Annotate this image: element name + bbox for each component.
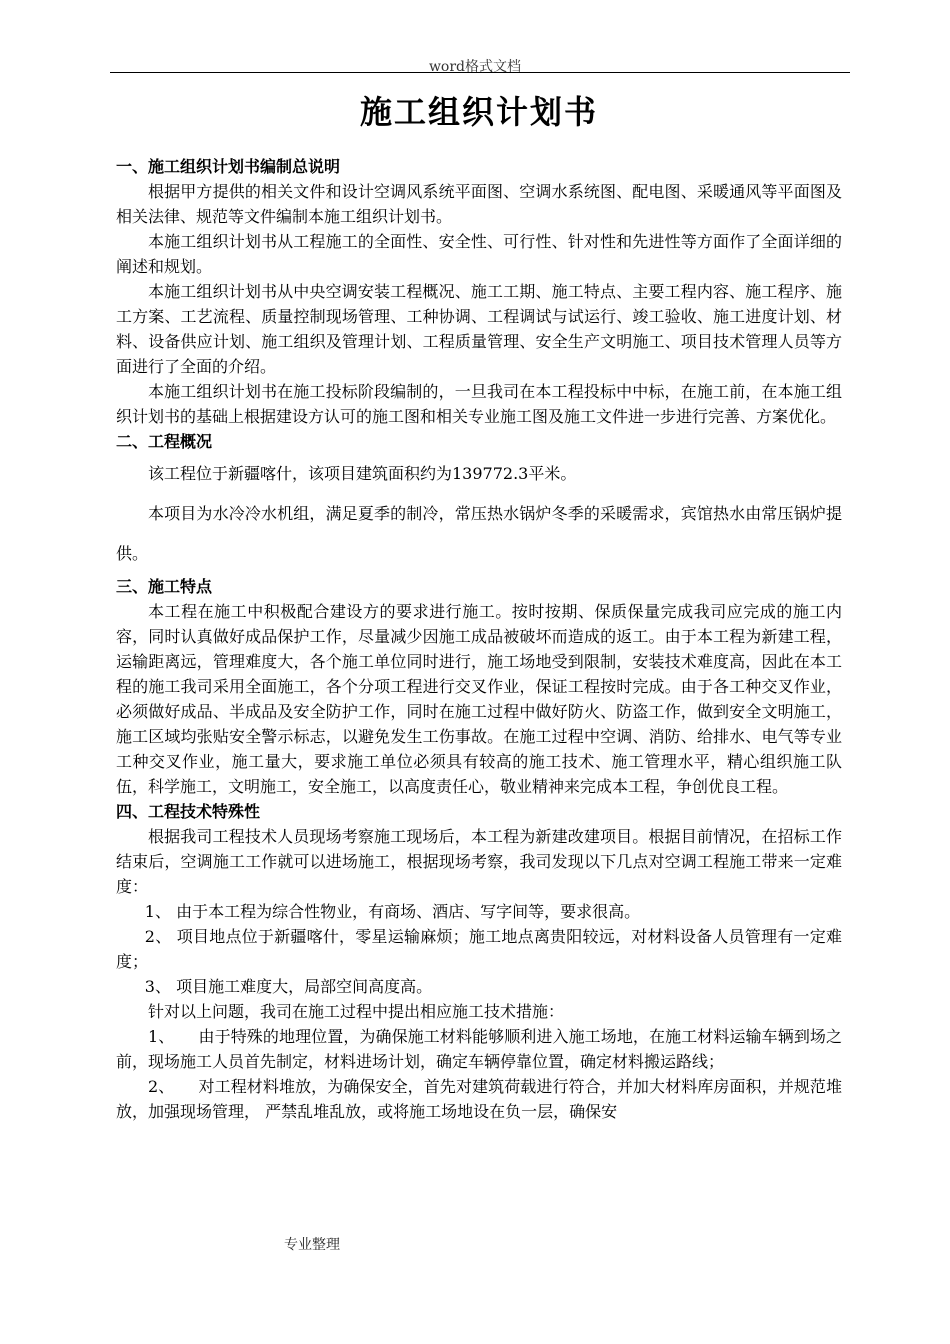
header-divider <box>110 72 850 73</box>
section-heading-2: 二、工程概况 <box>116 432 213 451</box>
section-heading-4: 四、工程技术特殊性 <box>116 802 261 821</box>
list-item: 1、 由于本工程为综合性物业，有商场、酒店、写字间等，要求很高。 <box>144 902 641 921</box>
paragraph: 本工程在施工中积极配合建设方的要求进行施工。按时按期、保质保量完成我司应完成的施工内容，同时认真做好成品保护工作，尽量减少因施工成品被破坏而造成的返工。由于本工程为新建工程，运输距离远，管理难度大，各个施工单位同时进行，施工场地受到限制，安装技术难度高，因此在本工程的施工我司采用全面施工，各个分项工程进行交叉作业，保证工程按时完成。由于各工种交叉作业，必须做好成品、半成品及安全防护工作，同时在施工过程中做好防火、防盗工作，做到安全文明施工，施工区域均张贴安全警示标志，以避免发生工伤事故。在施工过程中空调、消防、给排水、电气等专业工种交叉作业，施工量大，要求施工单位必须具有较高的施工技术、施工管理水平，精心组织施工队伍，科学施工，文明施工，安全施工，以高度责任心，敬业精神来完成本工程，争创优良工程。 <box>116 602 842 796</box>
paragraph: 本施工组织计划书从工程施工的全面性、安全性、可行性、针对性和先进性等方面作了全面详细的阐述和规划。 <box>116 232 842 276</box>
paragraph: 根据甲方提供的相关文件和设计空调风系统平面图、空调水系统图、配电图、采暖通风等平面图及相关法律、规范等文件编制本施工组织计划书。 <box>116 182 842 226</box>
list-item: 2、 对工程材料堆放，为确保安全，首先对建筑荷载进行符合，并加大材料库房面积，并规范堆放，加强现场管理， 严禁乱堆乱放，或将施工场地设在负一层，确保安 <box>116 1077 842 1121</box>
paragraph: 针对以上问题，我司在施工过程中提出相应施工技术措施： <box>148 1002 565 1021</box>
document-body <box>116 92 842 1124</box>
list-item: 1、 由于特殊的地理位置，为确保施工材料能够顺利进入施工场地，在施工材料运输车辆到场之前，现场施工人员首先制定，材料进场计划，确定车辆停靠位置，确定材料搬运路线； <box>116 1027 842 1071</box>
document-title: 施工组织计划书 <box>359 93 598 131</box>
page-header: word格式文档 <box>428 59 522 75</box>
paragraph: 该工程位于新疆喀什，该项目建筑面积约为139772.3平米。 <box>148 464 577 483</box>
paragraph: 本施工组织计划书在施工投标阶段编制的，一旦我司在本工程投标中中标，在施工前，在本施工组织计划书的基础上根据建设方认可的施工图和相关专业施工图及施工文件进一步进行完善、方案优化。 <box>116 382 842 426</box>
paragraph: 本项目为水冷冷水机组，满足夏季的制冷，常压热水锅炉冬季的采暖需求，宾馆热水由常压锅炉提供。 <box>116 504 842 563</box>
page-footer: 专业整理 <box>284 1237 340 1253</box>
list-item: 3、 项目施工难度大，局部空间高度高。 <box>144 977 433 996</box>
paragraph: 本施工组织计划书从中央空调安装工程概况、施工工期、施工特点、主要工程内容、施工程序、施工方案、工艺流程、质量控制现场管理、工种协调、工程调试与试运行、竣工验收、施工进度计划、材料、设备供应计划、施工组织及管理计划、工程质量管理、安全生产文明施工、项目技术管理人员等方面进行了全面的介绍。 <box>116 282 842 376</box>
section-heading-1: 一、施工组织计划书编制总说明 <box>116 157 341 176</box>
list-item: 2、 项目地点位于新疆喀什，零星运输麻烦；施工地点离贵阳较远，对材料设备人员管理有一定难度； <box>116 927 842 971</box>
paragraph: 根据我司工程技术人员现场考察施工现场后，本工程为新建改建项目。根据目前情况，在招标工作结束后，空调施工工作就可以进场施工，根据现场考察，我司发现以下几点对空调工程施工带来一定难度： <box>116 827 842 896</box>
section-heading-3: 三、施工特点 <box>116 577 213 596</box>
